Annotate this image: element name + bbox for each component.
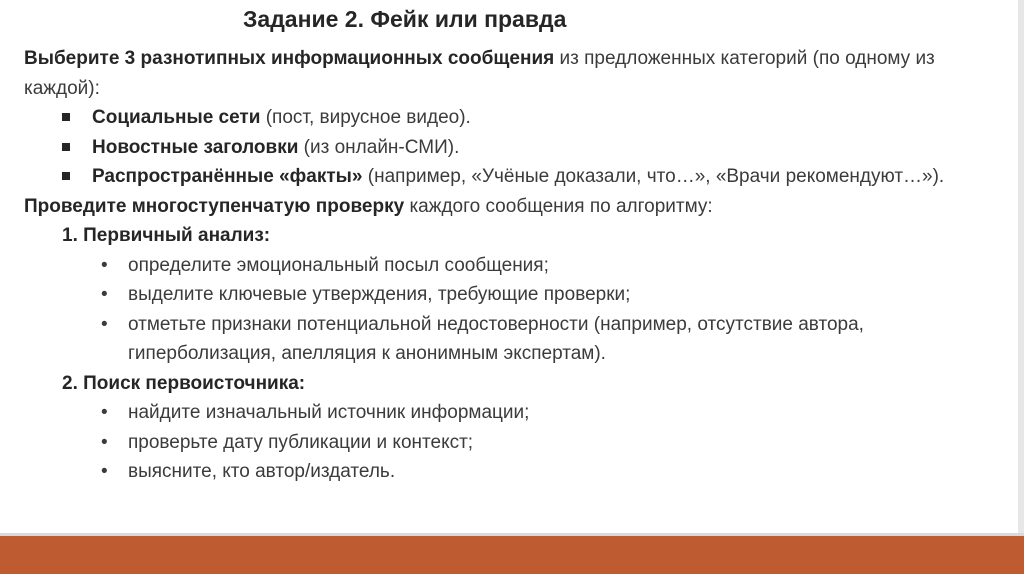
step-1-list — [24, 251, 984, 369]
step-2-item — [101, 428, 984, 458]
step-2-title-text: 2. Поиск первоисточника: — [62, 372, 306, 394]
square-bullet-icon — [62, 143, 70, 151]
footer-bar — [0, 536, 1024, 574]
check-bold: Проведите многоступенчатую проверку — [24, 195, 405, 217]
step-2-item — [101, 457, 984, 487]
category-rest: (например, «Учёные доказали, что…», «Врачи рекомендуют…»). — [362, 166, 945, 187]
step-2-item — [101, 398, 984, 428]
step-1-title — [24, 221, 984, 251]
category-item — [62, 162, 984, 192]
category-bold: Социальные сети — [92, 107, 261, 128]
step-1-title-text: 1. Первичный анализ: — [62, 225, 271, 246]
square-bullet-icon — [62, 113, 70, 121]
category-item — [62, 103, 984, 133]
step-2-item-text: найдите изначальный источник информации; — [128, 402, 530, 423]
step-2-list — [24, 398, 984, 487]
step-1-item — [101, 251, 984, 281]
category-rest: (из онлайн-СМИ). — [298, 136, 460, 158]
round-bullet-icon: • — [101, 284, 108, 305]
intro-bold: Выберите 3 разнотипных информационных сообщения — [24, 48, 555, 69]
right-edge-bar — [1018, 0, 1024, 560]
category-list — [24, 103, 984, 192]
round-bullet-icon: • — [101, 313, 108, 335]
intro-rest: из предложенных категорий (по одному из каждой): — [24, 48, 935, 99]
check-rest: каждого сообщения по алгоритму: — [404, 195, 713, 217]
square-bullet-icon — [62, 172, 70, 180]
step-2-item-text: проверьте дату публикации и контекст; — [128, 431, 474, 453]
round-bullet-icon: • — [101, 431, 108, 453]
category-item — [62, 133, 984, 163]
category-bold: Новостные заголовки — [92, 136, 299, 158]
category-bold: Распространённые «факты» — [92, 166, 363, 187]
round-bullet-icon: • — [101, 402, 108, 423]
slide-title: Задание 2. Фейк или правда — [243, 6, 567, 32]
check-paragraph — [24, 192, 984, 222]
step-1-item-text: выделите ключевые утверждения, требующие проверки; — [128, 284, 631, 305]
step-2-title — [24, 369, 984, 399]
intro-paragraph — [24, 44, 984, 103]
round-bullet-icon: • — [101, 254, 108, 276]
step-1-item — [101, 280, 984, 310]
category-rest: (пост, вирусное видео). — [260, 107, 471, 128]
round-bullet-icon: • — [101, 461, 108, 482]
step-2-item-text: выясните, кто автор/издатель. — [128, 461, 396, 482]
step-1-item-text: отметьте признаки потенциальной недостоверности (например, отсутствие автора, гиперболизация, апелляция к анонимным экспертам). — [128, 313, 864, 364]
slide-content — [24, 44, 984, 487]
step-1-item — [101, 310, 984, 369]
step-1-item-text: определите эмоциональный посыл сообщения; — [128, 254, 549, 276]
